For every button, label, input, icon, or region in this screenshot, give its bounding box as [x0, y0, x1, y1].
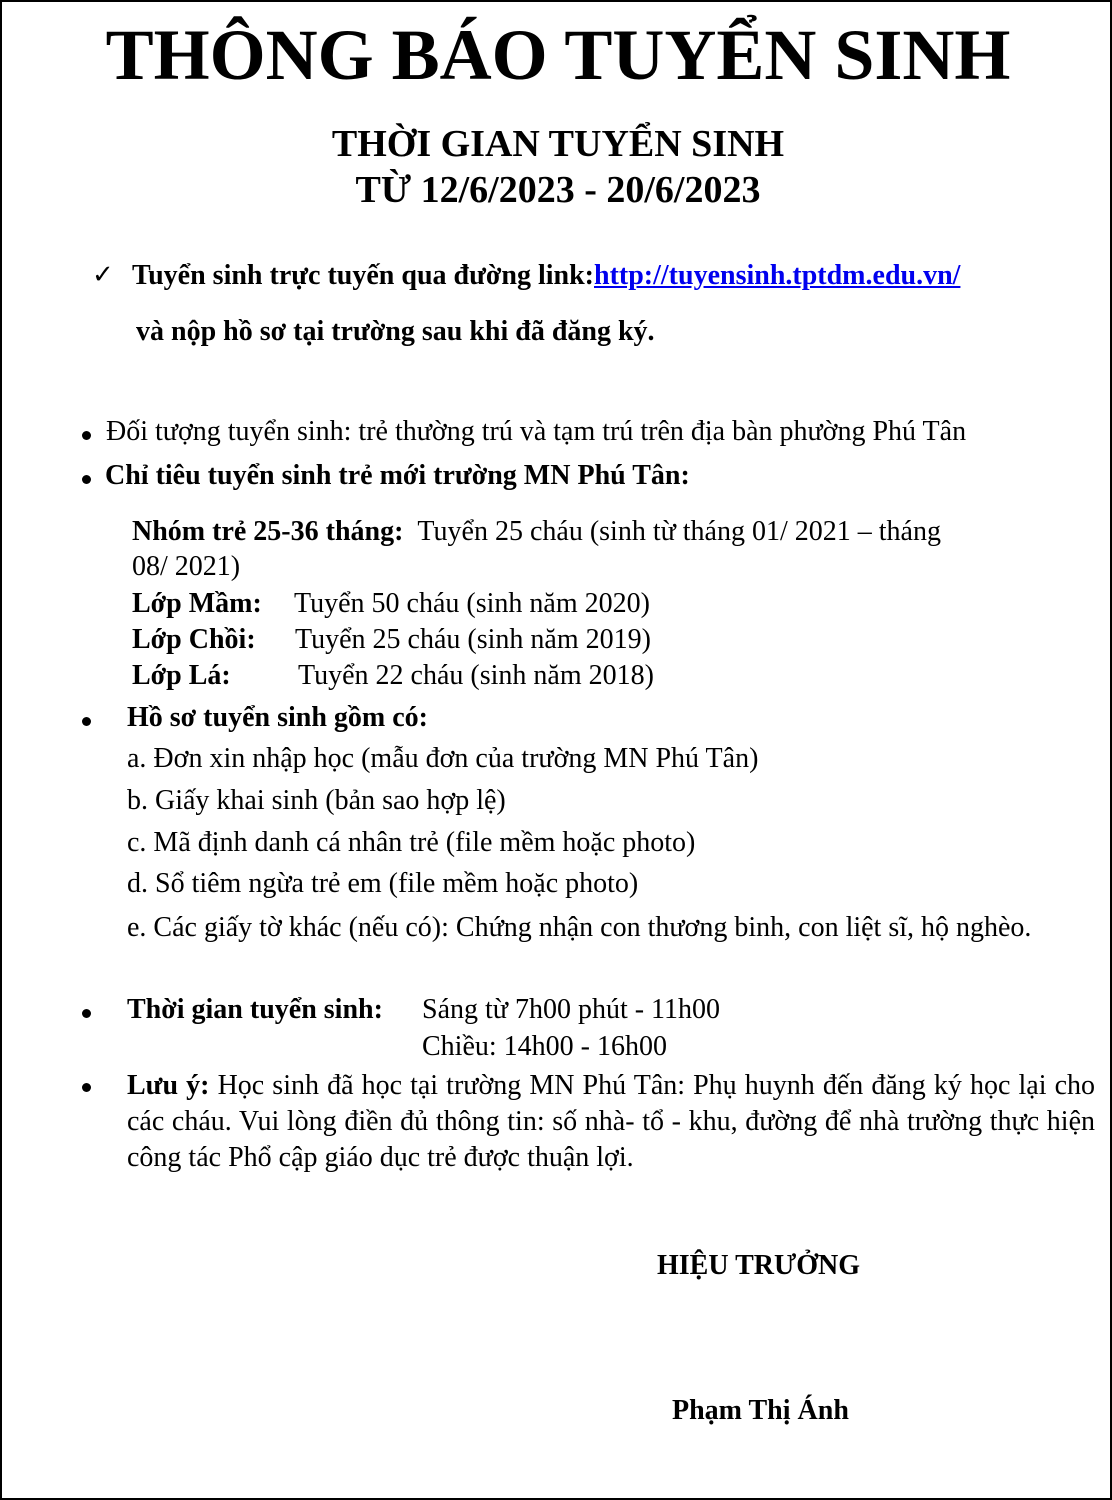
document-item: c. Mã định danh cá nhân trẻ (file mềm hoặc photo) [127, 827, 696, 858]
quota-group-nursery [132, 516, 941, 548]
schedule-afternoon: Chiều: 14h00 - 16h00 [422, 1031, 667, 1062]
documents-heading: Hồ sơ tuyển sinh gồm có: [127, 702, 428, 733]
bullet-icon [82, 431, 91, 440]
online-text: Tuyển sinh trực tuyến qua đường link: [132, 260, 594, 291]
document-item: b. Giấy khai sinh (bản sao hợp lệ) [127, 785, 506, 816]
group-value: Tuyển 22 cháu (sinh năm 2018) [298, 660, 654, 691]
schedule-morning: Sáng từ 7h00 phút - 11h00 [422, 994, 721, 1025]
bullet-icon [82, 1009, 91, 1018]
group-value: Tuyển 25 cháu (sinh từ tháng 01/ 2021 – tháng [417, 516, 941, 547]
document-item: d. Sổ tiêm ngừa trẻ em (file mềm hoặc photo) [127, 868, 639, 899]
signature-name: Phạm Thị Ánh [672, 1395, 849, 1426]
online-text-2: và nộp hồ sơ tại trường sau khi đã đăng ký. [136, 316, 655, 347]
note-paragraph [127, 1068, 1095, 1176]
schedule-label: Thời gian tuyển sinh: [127, 994, 383, 1025]
signature-title: HIỆU TRƯỞNG [657, 1250, 861, 1281]
notice-title: THÔNG BÁO TUYỂN SINH [105, 15, 1011, 95]
group-value-continued: 08/ 2021) [132, 551, 241, 582]
note-label: Lưu ý: [127, 1070, 210, 1101]
group-label: Lớp Mầm: [132, 588, 262, 619]
checkmark-icon: ✓ [92, 260, 114, 290]
group-label: Lớp Lá: [132, 660, 231, 691]
group-label: Nhóm trẻ 25-36 tháng: [132, 516, 404, 547]
document-item: e. Các giấy tờ khác (nếu có): Chứng nhận con thương binh, con liệt sĩ, hộ nghèo. [127, 912, 1032, 943]
registration-link[interactable]: http://tuyensinh.tptdm.edu.vn/ [594, 260, 961, 291]
group-label: Lớp Chồi: [132, 624, 256, 655]
period-label: THỜI GIAN TUYỂN SINH [331, 123, 785, 165]
bullet-icon [82, 717, 91, 726]
eligibility-text: Đối tượng tuyển sinh: trẻ thường trú và tạm trú trên địa bàn phường Phú Tân [106, 416, 967, 447]
quota-heading: Chỉ tiêu tuyển sinh trẻ mới trường MN Phú Tân: [105, 460, 690, 491]
bullet-icon [82, 475, 91, 484]
online-registration [132, 260, 960, 292]
document-item: a. Đơn xin nhập học (mẫu đơn của trường MN Phú Tân) [127, 743, 759, 774]
bullet-icon [82, 1083, 91, 1092]
group-value: Tuyển 25 cháu (sinh năm 2019) [295, 624, 651, 655]
group-value: Tuyển 50 cháu (sinh năm 2020) [294, 588, 650, 619]
note-text: Học sinh đã học tại trường MN Phú Tân: Phụ huynh đến đăng ký học lại cho các cháu. Vui lòng điền đủ thông tin: số nhà- tổ - khu, đường để nhà trường thực hiện công tác Phổ cập giáo dục trẻ được thuận lợi. [127, 1070, 1096, 1173]
period-dates: TỪ 12/6/2023 - 20/6/2023 [355, 169, 761, 211]
